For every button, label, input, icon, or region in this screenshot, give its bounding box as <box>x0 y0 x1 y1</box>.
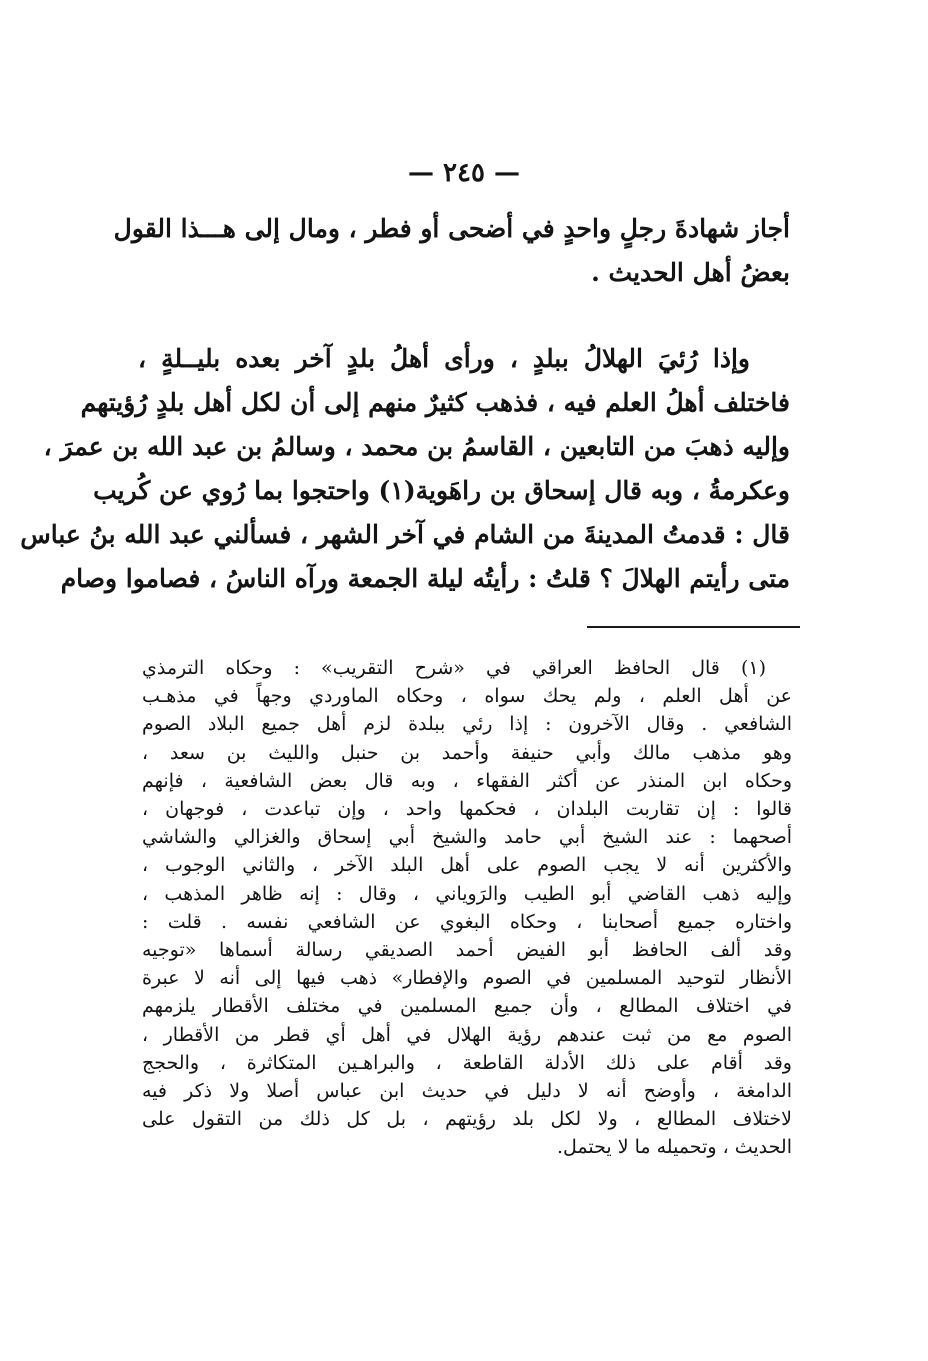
footnote-line: في اختلاف المطالع ، وأن جميع المسلمين في مختلف الأقطار يلزمهم <box>142 995 792 1018</box>
footnote-line: الصوم مع من ثبت عندهم رؤية الهلال في أهل أي قطر من الأقطار ، <box>142 1023 792 1046</box>
footnote-line: لاختلاف المطالع ، ولا لكل بلد رؤيتهم ، بل كل ذلك من التقول على <box>142 1108 792 1131</box>
footnote-line: عن أهل العلم ، ولم يحك سواه ، وحكاه الماوردي وجهاً في مذهـب <box>142 685 792 708</box>
main-line: وإذا رُئيَ الهلالُ ببلدٍ ، ورأى أهلُ بلدٍ آخر بعده بليــلةٍ ، <box>138 344 750 373</box>
page-number: — ٢٤٥ — <box>407 158 521 188</box>
main-line: قال : قدمتُ المدينةَ من الشام في آخر الشهر ، فسألني عبد الله بنُ عباس <box>20 520 790 549</box>
main-line: وإليه ذهبَ من التابعين ، القاسمُ بن محمد ، وسالمُ بن عبد الله بن عمرَ ، <box>43 432 790 461</box>
footnote-line: الشافعي . وقال الآخرون : إذا رئي ببلدة لزم أهل جميع البلاد الصوم <box>142 713 792 736</box>
footnote-line: والأكثرين أنه لا يجب الصوم على أهل البلد الآخر ، والثاني الوجوب ، <box>142 854 792 877</box>
main-paragraph-2 <box>20 337 790 601</box>
footnote-line: وقد ألف الحافظ أبو الفيض أحمد الصديقي رسالة أسماها «توجيه <box>142 939 792 962</box>
footnote-line: وإليه ذهب القاضي أبو الطيب والرَوياني ، وقال : إنه ظاهر المذهب ، <box>142 882 792 905</box>
footnote-line: أصحهما : عند الشيخ أبي حامد والشيخ أبي إسحاق والغزالي والشاشي <box>142 826 792 849</box>
main-line: بعضُ أهل الحديث . <box>591 258 790 287</box>
footnote <box>142 654 792 1162</box>
main-line: وعكرمةُ ، وبه قال إسحاق بن راهَوية(١) واحتجوا بما رُوي عن كُريب <box>93 476 790 505</box>
footnote-line: وهو مذهب مالك وأبي حنيفة وأحمد بن حنبل والليث بن سعد ، <box>142 741 792 764</box>
footnote-line: (١) قال الحافظ العراقي في «شرح التقريب» : وحكاه الترمذي <box>142 657 766 679</box>
main-paragraph-1 <box>113 207 790 295</box>
main-line: فاختلف أهلُ العلم فيه ، فذهب كثيرٌ منهم إلى أن لكل أهل بلدٍ رُؤيتهم <box>80 388 790 417</box>
footnote-line: قالوا : إن تقاربت البلدان ، فحكمها واحد ، وإن تباعدت ، فوجهان ، <box>142 798 792 821</box>
footnote-line: الحديث ، وتحميله ما لا يحتمل. <box>556 1136 792 1159</box>
main-text <box>20 207 790 601</box>
footnote-divider <box>587 626 800 628</box>
footnote-line: واختاره جميع أصحابنا ، وحكاه البغوي عن الشافعي نفسه . قلت : <box>142 910 792 933</box>
main-line: متى رأيتم الهلالَ ؟ قلتُ : رأيتُه ليلة الجمعة ورآه الناسُ ، فصاموا وصام <box>60 564 790 593</box>
footnote-line: وحكاه ابن المنذر عن أكثر الفقهاء ، وبه قال بعض الشافعية ، فإنهم <box>142 769 792 792</box>
footnote-line: الأنظار لتوحيد المسلمين في الصوم والإفطار» ذهب فيها إلى أنه لا عبرة <box>142 967 792 990</box>
main-line: أجاز شهادةَ رجلٍ واحدٍ في أضحى أو فطر ، ومال إلى هـــذا القول <box>113 214 790 243</box>
footnote-line: وقد أقام على ذلك الأدلة القاطعة ، والبراهـين المتكاثرة ، والحجج <box>142 1051 792 1074</box>
footnote-line: الدامغة ، وأوضح أنه لا دليل في حديث ابن عباس أصلا ولا ذكر فيه <box>142 1080 792 1103</box>
